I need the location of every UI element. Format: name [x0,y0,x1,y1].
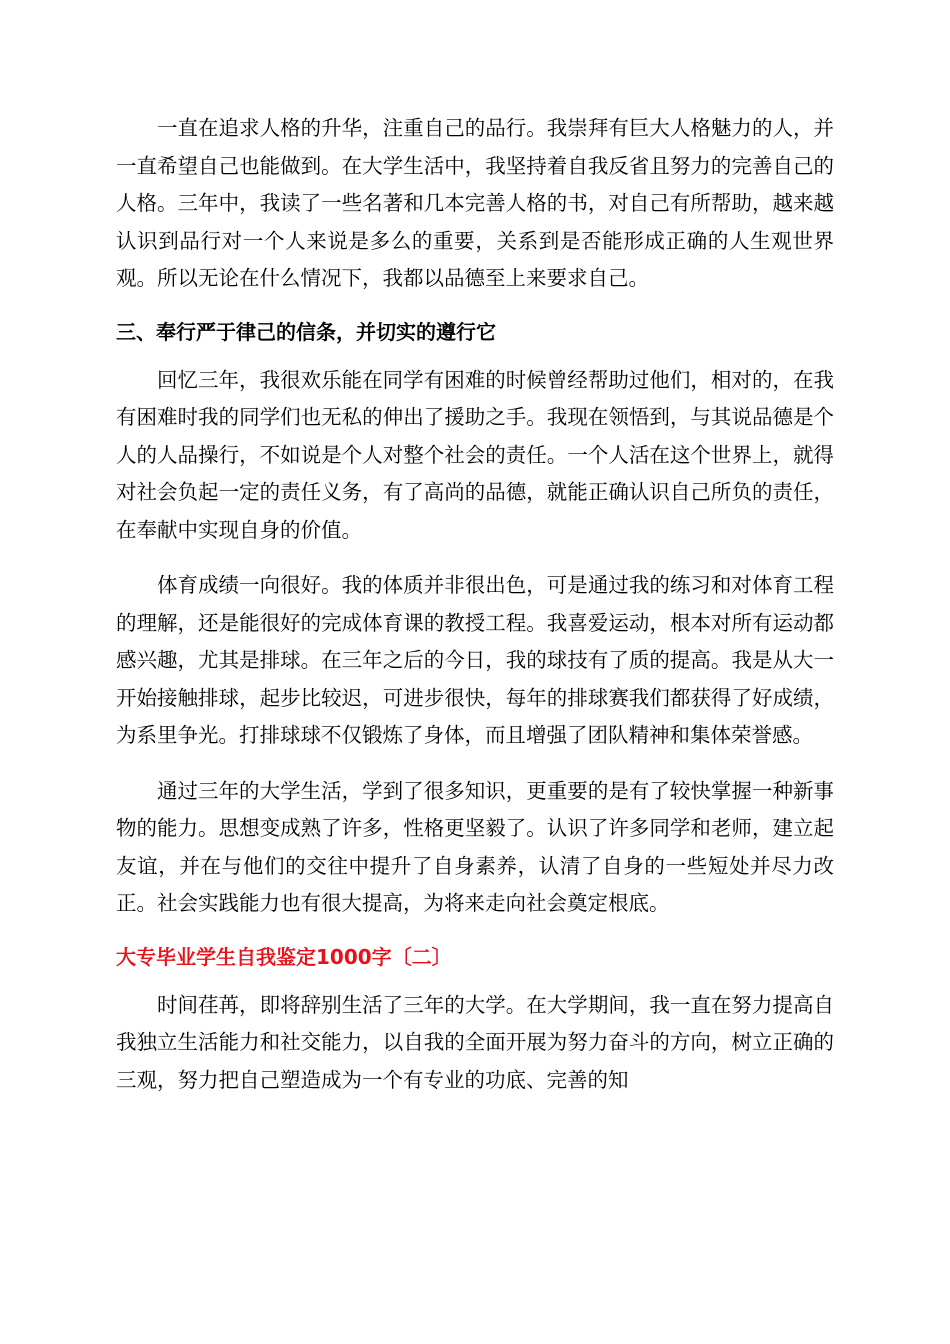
spacer [116,298,834,316]
spacer [116,923,834,941]
paragraph-sports: 体育成绩一向很好。我的体质并非很出色，可是通过我的练习和对体育工程的理解，还是能很好的完成体育课的教授工程。我喜爱运动，根本对所有运动都感兴趣，尤其是排球。在三年之后的今日，我的球技有了质的提高。我是从大一开始接触排球，起步比较迟，可进步很快，每年的排球赛我们都获得了好成绩，为系里争光。打排球球不仅锻炼了身体，而且增强了团队精神和集体荣誉感。 [116,573,834,747]
paragraph-character: 一直在追求人格的升华，注重自己的品行。我崇拜有巨大人格魅力的人，并一直希望自己也能做到。在大学生活中，我坚持着自我反省且努力的完善自己的人格。三年中，我读了一些名著和几本完善人格的书，对自己有所帮助，越来越认识到品行对一个人来说是多么的重要，关系到是否能形成正确的人生观世界观。所以无论在什么情况下，我都以品德至上来要求自己。 [116,116,834,290]
spacer [116,549,834,567]
article-title-two: 大专毕业学生自我鉴定1000字〔二〕 [116,944,452,969]
document-page [116,110,834,1099]
paragraph-memories: 回忆三年，我很欢乐能在同学有困难的时候曾经帮助过他们，相对的，在我有困难时我的同学们也无私的伸出了援助之手。我现在领悟到，与其说品德是个人的人品操行，不如说是个人对整个社会的责任。一个人活在这个世界上，就得对社会负起一定的责任义务，有了高尚的品德，就能正确认识自己所负的责任，在奉献中实现自身的价值。 [116,367,834,542]
section-heading-three: 三、奉行严于律己的信条，并切实的遵行它 [116,319,496,344]
spacer [116,755,834,773]
spacer [116,348,834,362]
paragraph-time-flies: 时间荏苒，即将辞别生活了三年的大学。在大学期间，我一直在努力提高自我独立生活能力和社交能力，以自我的全面开展为努力奋斗的方向，树立正确的三观，努力把自己塑造成为一个有专业的功底、完善的知 [116,992,834,1092]
paragraph-summary: 通过三年的大学生活，学到了很多知识，更重要的是有了较快掌握一种新事物的能力。思想变成熟了许多，性格更坚毅了。认识了许多同学和老师，建立起友谊，并在与他们的交往中提升了自身素养，认清了自身的一些短处并尽力改正。社会实践能力也有很大提高，为将来走向社会奠定根底。 [116,778,834,915]
spacer [116,973,834,987]
